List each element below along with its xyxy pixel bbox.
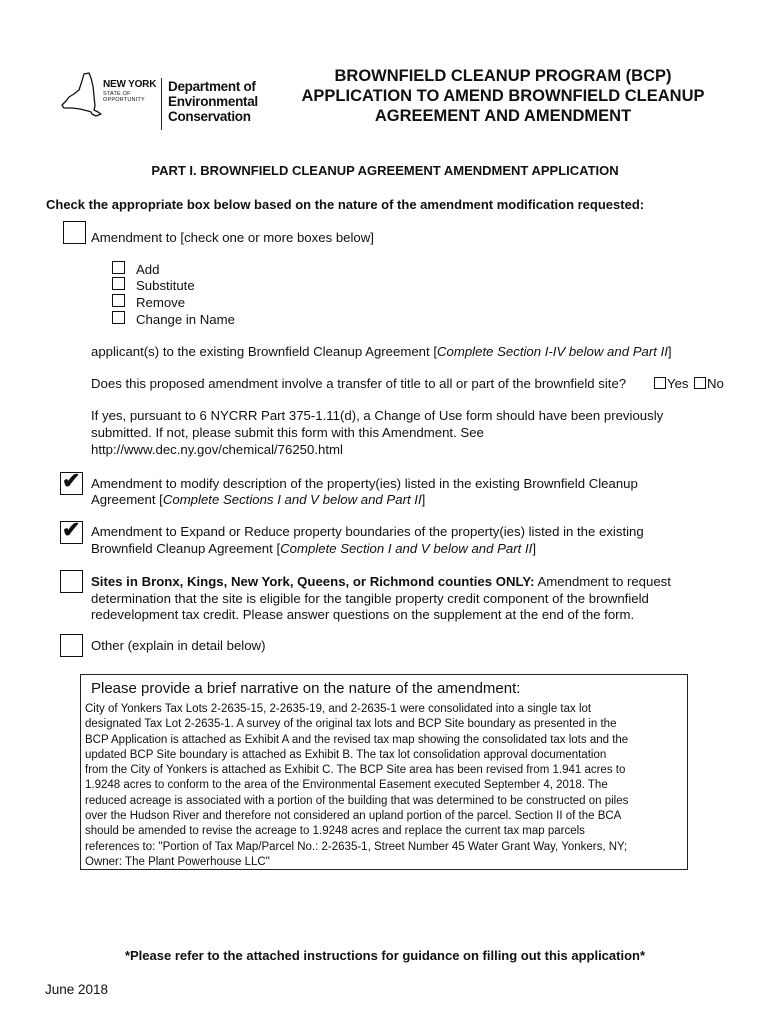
form-date: June 2018 [45, 982, 109, 997]
remove-checkbox[interactable] [112, 294, 125, 307]
transfer-no-checkbox[interactable] [694, 377, 706, 389]
transfer-yes-label: Yes [667, 376, 689, 391]
document-title: BROWNFIELD CLEANUP PROGRAM (BCP) APPLICATION TO AMEND BROWNFIELD CLEANUP AGREEMENT AND AMENDMENT [301, 67, 705, 125]
nysdec-logo [58, 72, 268, 132]
change-of-use-note: If yes, pursuant to 6 NYCRR Part 375-1.11(d), a Change of Use form should have been previously submitted. If not, please submit this form with this Amendment. See http://www.dec.ny.gov/chemical/76250.html [91, 408, 664, 457]
transfer-yes-checkbox[interactable] [654, 377, 666, 389]
logo-divider [161, 78, 162, 130]
nyc-sites-line1 [91, 573, 671, 590]
expand-reduce-checkbox[interactable] [60, 517, 83, 544]
expand-reduce-line1: Amendment to Expand or Reduce property boundaries of the property(ies) listed in the existing [91, 524, 644, 539]
narrative-heading: Please provide a brief narrative on the nature of the amendment: [91, 680, 521, 697]
expand-reduce-line2 [91, 540, 536, 557]
instruction-text: Check the appropriate box below based on the nature of the amendment modification requested: [46, 197, 645, 212]
modify-description-line1: Amendment to modify description of the property(ies) listed in the existing Brownfield Cleanup [91, 476, 638, 491]
amendment-to-checkbox[interactable] [63, 221, 86, 244]
applicant-line-instruction: Complete Section I-IV below and Part II [437, 344, 668, 359]
checkmark-icon: ✔ [62, 468, 81, 493]
expand-reduce-line2-text: Brownfield Cleanup Agreement [ [91, 541, 281, 556]
other-label: Other (explain in detail below) [91, 638, 266, 653]
remove-label: Remove [136, 295, 186, 310]
applicant-line-close: ] [667, 344, 672, 359]
other-checkbox[interactable] [60, 634, 83, 657]
nyc-sites-line1-rest: Amendment to request [534, 574, 671, 589]
substitute-checkbox[interactable] [112, 277, 125, 290]
transfer-no-label: No [707, 376, 724, 391]
expand-reduce-instruction: Complete Section I and V below and Part II [280, 541, 533, 556]
amendment-to-label: Amendment to [check one or more boxes below] [91, 230, 374, 245]
modify-description-instruction: Complete Sections I and V below and Part II [162, 492, 422, 507]
modify-description-line2-text: Agreement [ [91, 492, 163, 507]
logo-state-name: NEW YORK [103, 79, 157, 90]
part-heading: PART I. BROWNFIELD CLEANUP AGREEMENT AMENDMENT APPLICATION [151, 163, 619, 178]
add-label: Add [136, 262, 160, 277]
applicant-line-text: applicant(s) to the existing Brownfield Cleanup Agreement [ [91, 344, 437, 359]
modify-description-line2-close: ] [421, 492, 426, 507]
nyc-sites-checkbox[interactable] [60, 570, 83, 593]
narrative-textarea[interactable] [80, 674, 688, 870]
nyc-sites-line3: redevelopment tax credit. Please answer questions on the supplement at the end of the form. [91, 607, 635, 622]
nyc-sites-line2: determination that the site is eligible for the tangible property credit component of the brownfield [91, 591, 649, 606]
transfer-question: Does this proposed amendment involve a transfer of title to all or part of the brownfield site? [91, 376, 627, 391]
modify-description-checkbox[interactable] [60, 468, 83, 495]
new-york-state-outline-icon [58, 72, 102, 122]
checkmark-icon: ✔ [62, 517, 81, 542]
change-in-name-checkbox[interactable] [112, 311, 125, 324]
nyc-sites-heading: Sites in Bronx, Kings, New York, Queens, or Richmond counties ONLY: [91, 574, 535, 589]
substitute-label: Substitute [136, 278, 195, 293]
instructions-note: *Please refer to the attached instructions for guidance on filling out this application* [124, 948, 646, 963]
applicant-line [91, 343, 672, 360]
add-checkbox[interactable] [112, 261, 125, 274]
modify-description-line2 [91, 491, 425, 508]
change-in-name-label: Change in Name [136, 312, 235, 327]
logo-department-name: Department of Environmental Conservation [168, 79, 258, 124]
logo-state-tagline: STATE OF OPPORTUNITY [103, 91, 145, 103]
narrative-body: City of Yonkers Tax Lots 2-2635-15, 2-2635-19, and 2-2635-1 were consolidated into a single tax lot designated Tax Lot 2-2635-1. A survey of the original tax lots and BCP Site boundary as presented in the BCP Application is attached as Exhibit A and the revised tax map showing the consolidated tax lots and the updated BCP Site boundary is attached as Exhibit B. The tax lot consolidation approval documentation from the City of Yonkers is attached as Exhibit C. The BCP Site area has been revised from 1.941 acres to 1.9248 acres to conform to the area of the Environmental Easement executed September 4, 2018. The reduced acreage is associated with a portion of the building that was determined to be constructed on piles over the Hudson River and therefore not considered an upland portion of the parcel. Section II of the BCA should be amended to revise the acreage to 1.9248 acres and replace the current tax map parcels references to: "Portion of Tax Map/Parcel No.: 2-2635-1, Street Number 45 Water Grant Way, Yonkers, NY; Owner: The Plant Powerhouse LLC" [85, 703, 629, 868]
expand-reduce-line2-close: ] [532, 541, 536, 556]
